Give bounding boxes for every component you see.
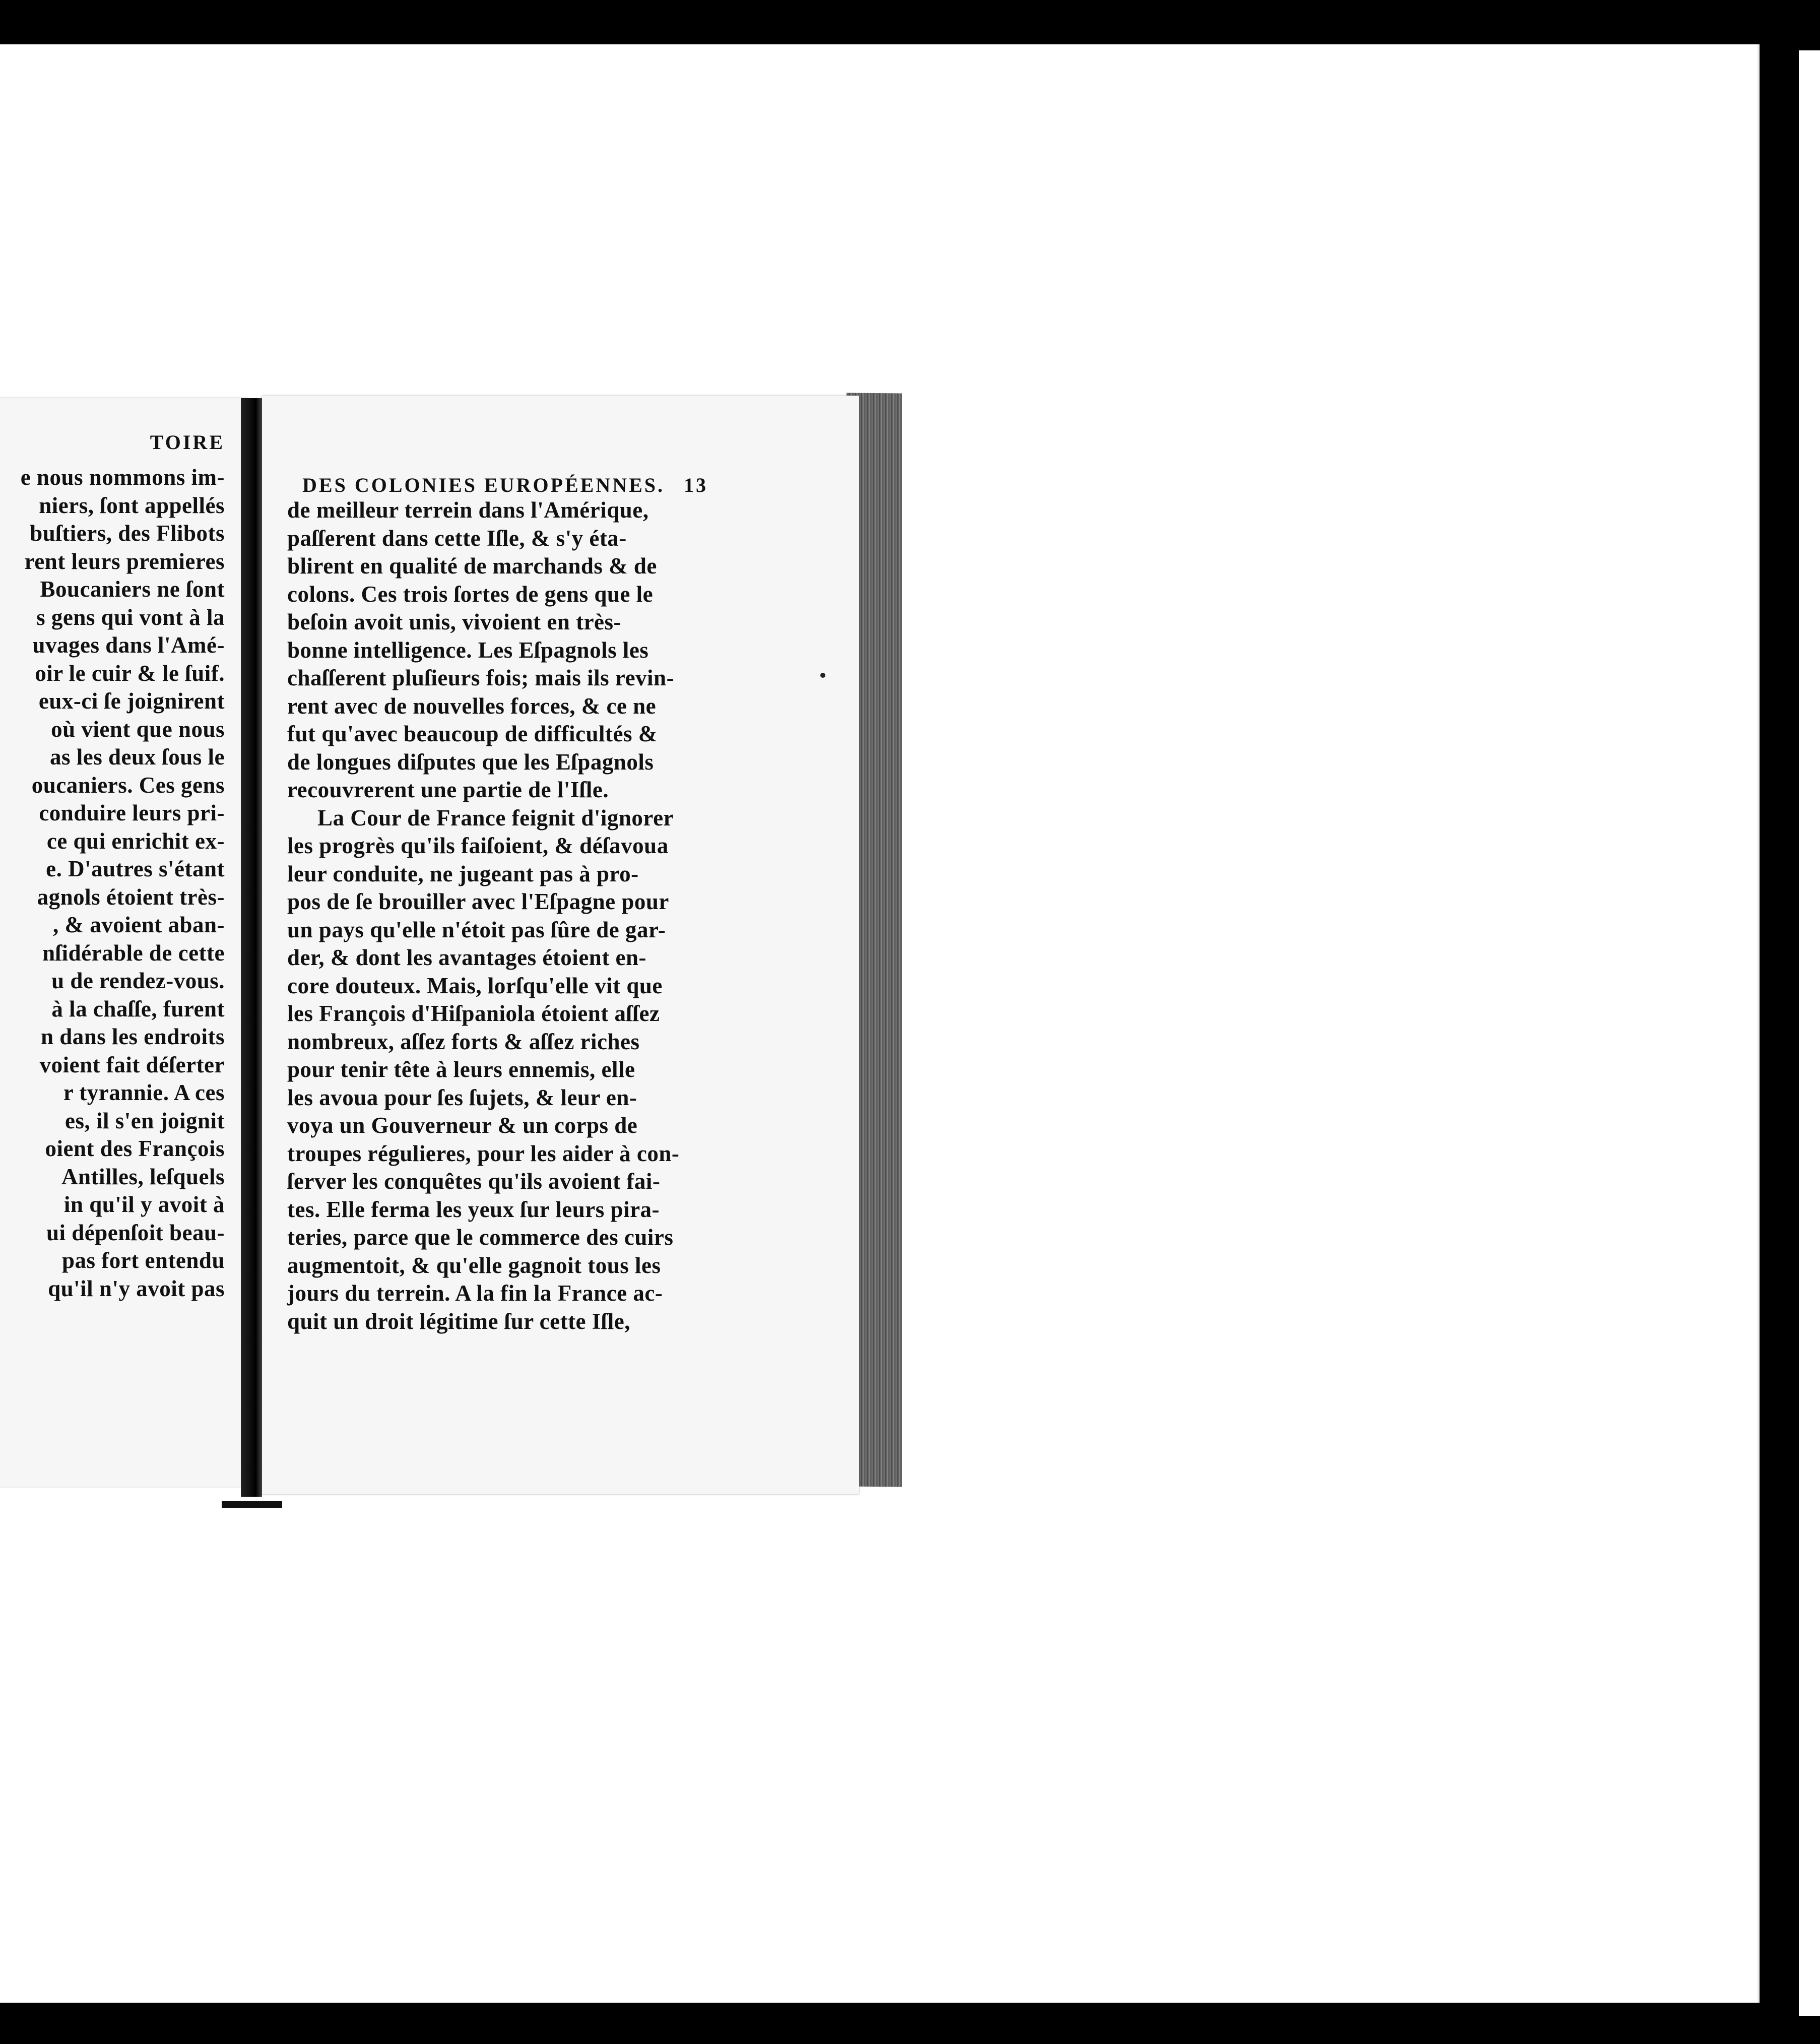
right-text-line: bonne intelligence. Les Eſpagnols les xyxy=(287,637,649,663)
left-text-line: à la chaſſe, furent xyxy=(51,996,225,1021)
right-text-line: blirent en qualité de marchands & de xyxy=(287,553,657,579)
scan-edge-strip xyxy=(1799,50,1820,2016)
left-text-line: nſidérable de cette xyxy=(42,940,225,966)
left-text-line: qu'il n'y avoit pas xyxy=(48,1275,225,1301)
left-text-line: rent leurs premieres xyxy=(24,548,225,574)
left-text-line: in qu'il y avoit à xyxy=(63,1192,225,1217)
left-text-line: ui dépenſoit beau- xyxy=(46,1220,225,1245)
left-running-head: TOIRE xyxy=(150,431,225,454)
left-text-line: uvages dans l'Amé- xyxy=(32,632,225,658)
right-text-line: chaſſerent pluſieurs fois; mais ils revin- xyxy=(287,665,675,690)
left-text-line: n dans les endroits xyxy=(40,1024,225,1049)
left-text-line: voient fait déſerter xyxy=(39,1052,225,1077)
scan-border-right xyxy=(1765,0,1785,2044)
right-text-line: der, & dont les avantages étoient en- xyxy=(287,945,647,970)
right-text-line: les progrès qu'ils faiſoient, & déſavoua xyxy=(287,833,669,858)
left-text-line: , & avoient aban- xyxy=(52,912,225,937)
right-text-line: les avoua pour ſes ſujets, & leur en- xyxy=(287,1084,637,1110)
right-running-head xyxy=(302,471,708,499)
paper-speck xyxy=(820,673,825,678)
left-page xyxy=(0,398,248,1487)
left-text-line: e nous nommons im- xyxy=(20,465,225,490)
left-text-line: buſtiers, des Flibots xyxy=(30,521,225,546)
right-text-line: La Cour de France feignit d'ignorer xyxy=(317,805,674,831)
book-spine-bottom xyxy=(222,1501,282,1508)
right-text-line: fut qu'avec beaucoup de difficultés & xyxy=(287,721,658,746)
right-text-line: jours du terrein. A la fin la France ac- xyxy=(287,1281,663,1306)
left-text-line: u de rendez-vous. xyxy=(51,968,225,993)
left-text-line: pas fort entendu xyxy=(61,1248,225,1273)
left-text-line: as les deux ſous le xyxy=(49,744,225,770)
left-text-line: agnols étoient très- xyxy=(37,884,225,910)
right-page xyxy=(262,396,859,1494)
running-head-title: DES COLONIES EUROPÉENNES. xyxy=(302,474,665,496)
left-text-line: niers, ſont appellés xyxy=(39,492,225,518)
left-text-line: Antilles, leſquels xyxy=(61,1164,225,1189)
right-text-line: leur conduite, ne jugeant pas à pro- xyxy=(287,861,639,886)
right-text-line: beſoin avoit unis, vivoient en très- xyxy=(287,609,622,634)
right-text-line: augmentoit, & qu'elle gagnoit tous les xyxy=(287,1252,661,1278)
left-text-line: ce qui enrichit ex- xyxy=(46,828,225,854)
right-text-line: colons. Ces trois ſortes de gens que le xyxy=(287,581,654,607)
left-text-line: où vient que nous xyxy=(51,716,225,742)
right-text-line: tes. Elle ferma les yeux ſur leurs pira- xyxy=(287,1196,660,1222)
right-text-line: troupes régulieres, pour les aider à con- xyxy=(287,1140,680,1166)
book-gutter xyxy=(241,398,262,1497)
right-text-line: de meilleur terrein dans l'Amérique, xyxy=(287,497,649,523)
left-text-line: s gens qui vont à la xyxy=(36,604,225,630)
right-text-line: core douteux. Mais, lorſqu'elle vit que xyxy=(287,973,663,998)
right-text-line: ſerver les conquêtes qu'ils avoient fai- xyxy=(287,1169,661,1194)
right-text-line: pos de ſe brouiller avec l'Eſpagne pour xyxy=(287,889,669,914)
right-text-line: les François d'Hiſpaniola étoient aſſez xyxy=(287,1001,660,1026)
left-text-line: r tyrannie. A ces xyxy=(63,1080,225,1105)
right-text-line: un pays qu'elle n'étoit pas ſûre de gar- xyxy=(287,917,666,942)
right-text-line: recouvrerent une partie de l'Iſle. xyxy=(287,777,609,802)
left-text-line: oient des François xyxy=(45,1136,225,1161)
right-text-line: paſſerent dans cette Iſle, & s'y éta- xyxy=(287,525,627,551)
right-text-line: voya un Gouverneur & un corps de xyxy=(287,1113,638,1138)
open-book xyxy=(0,383,902,1517)
right-text-line: nombreux, aſſez forts & aſſez riches xyxy=(287,1029,640,1054)
left-text-line: oucaniers. Ces gens xyxy=(31,772,225,798)
left-text-line: eux-ci ſe joignirent xyxy=(38,688,225,714)
right-text-line: quit un droit légitime ſur cette Iſle, xyxy=(287,1308,631,1334)
right-text-line: de longues diſputes que les Eſpagnols xyxy=(287,749,654,775)
left-text-line: Boucaniers ne ſont xyxy=(40,577,225,602)
page-number: 13 xyxy=(684,474,708,496)
left-text-line: es, il s'en joignit xyxy=(64,1108,225,1133)
right-text-line: teries, parce que le commerce des cuirs xyxy=(287,1225,674,1250)
right-text-line: rent avec de nouvelles forces, & ce ne xyxy=(287,693,657,719)
left-text-line: oir le cuir & le ſuif. xyxy=(35,660,225,686)
right-text-line: pour tenir tête à leurs ennemis, elle xyxy=(287,1057,635,1082)
left-text-line: conduire leurs pri- xyxy=(39,800,225,825)
left-text-line: e. D'autres s'étant xyxy=(46,856,225,881)
